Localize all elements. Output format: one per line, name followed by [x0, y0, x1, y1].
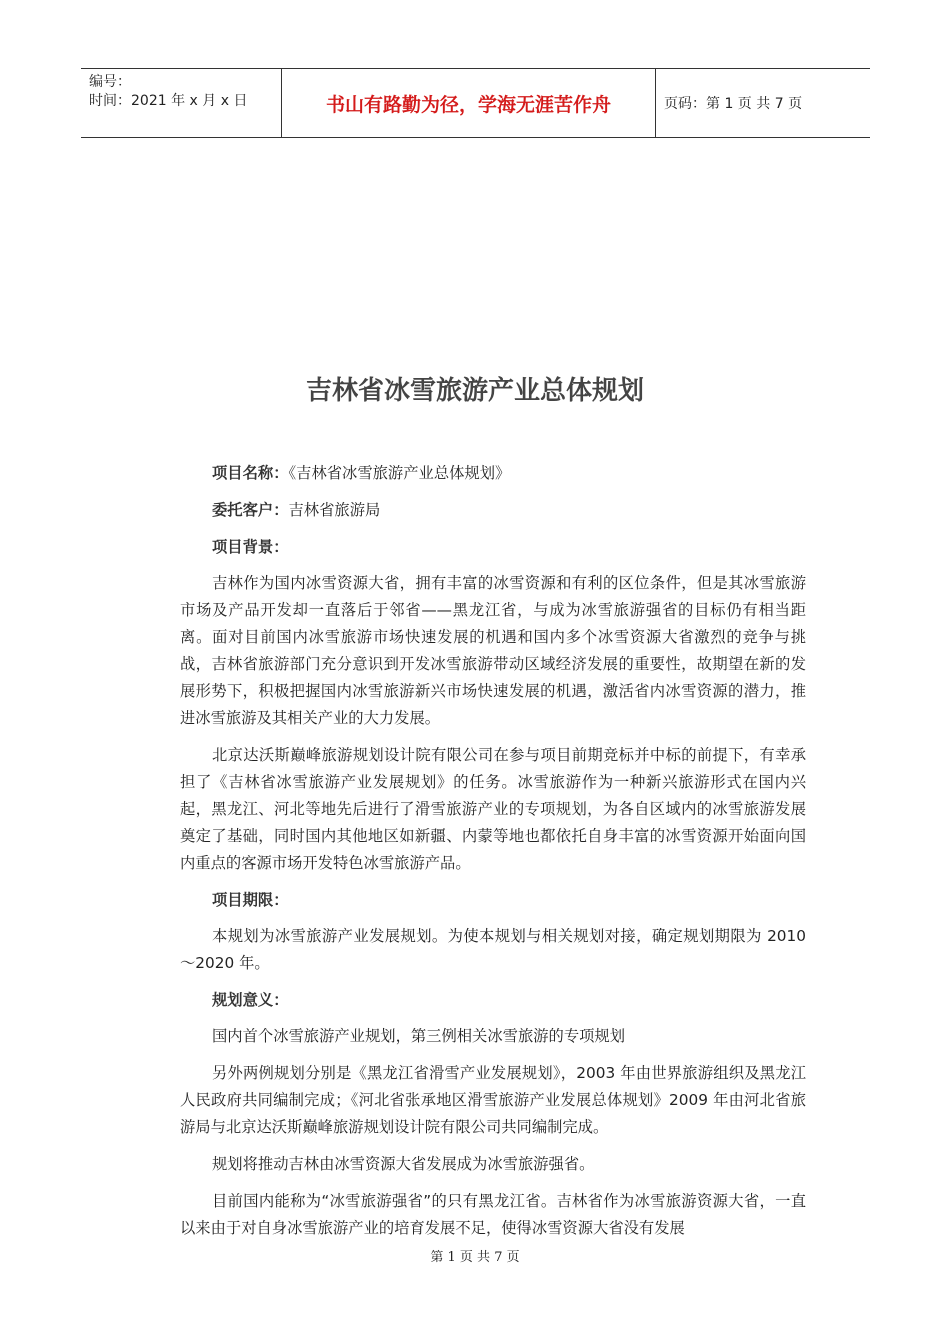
term-paragraph: 本规划为冰雪旅游产业发展规划。为使本规划与相关规划对接，确定规划期限为 2010～2020 年。	[180, 927, 806, 972]
header-motto: 书山有路勤为径，学海无涯苦作舟	[281, 69, 656, 137]
significance-paragraph-2: 另外两例规划分别是《黑龙江省滑雪产业发展规划》，2003 年由世界旅游组织及黑龙江人民政府共同编制完成；《河北省张承地区滑雪旅游产业发展总体规划》2009 年由河北省旅游局与北京达沃斯巅峰旅游规划设计院有限公司共同编制完成。	[180, 1064, 806, 1136]
header-meta	[81, 69, 281, 137]
document-body	[180, 460, 806, 1252]
page-header	[81, 68, 870, 138]
significance-paragraph-3: 规划将推动吉林由冰雪资源大省发展成为冰雪旅游强省。	[212, 1155, 595, 1173]
client-value: 吉林省旅游局	[288, 501, 381, 519]
client-field	[180, 497, 806, 524]
page-footer: 第 1 页 共 7 页	[430, 1250, 520, 1265]
significance-paragraph-4: 目前国内能称为“冰雪旅游强省”的只有黑龙江省。吉林省作为冰雪旅游资源大省，一直以来由于对自身冰雪旅游产业的培育发展不足，使得冰雪资源大省没有发展	[180, 1192, 806, 1237]
background-paragraph-1: 吉林作为国内冰雪资源大省，拥有丰富的冰雪资源和有利的区位条件，但是其冰雪旅游市场及产品开发却一直落后于邻省——黑龙江省，与成为冰雪旅游强省的目标仍有相当距离。面对目前国内冰雪旅游市场快速发展的机遇和国内多个冰雪资源大省激烈的竞争与挑战，吉林省旅游部门充分意识到开发冰雪旅游带动区域经济发展的重要性，故期望在新的发展形势下，积极把握国内冰雪旅游新兴市场快速发展的机遇，激活省内冰雪资源的潜力，推进冰雪旅游及其相关产业的大力发展。	[180, 574, 806, 727]
number-label: 编号：	[89, 74, 131, 90]
client-label: 委托客户：	[212, 501, 289, 519]
term-heading: 项目期限：	[212, 891, 289, 909]
background-paragraph-2: 北京达沃斯巅峰旅游规划设计院有限公司在参与项目前期竞标并中标的前提下，有幸承担了《吉林省冰雪旅游产业发展规划》的任务。冰雪旅游作为一种新兴旅游形式在国内兴起，黑龙江、河北等地先后进行了滑雪旅游产业的专项规划，为各自区域内的冰雪旅游发展奠定了基础，同时国内其他地区如新疆、内蒙等地也都依托自身丰富的冰雪资源开始面向国内重点的客源市场开发特色冰雪旅游产品。	[180, 746, 806, 872]
background-heading: 项目背景：	[212, 538, 289, 556]
project-name-label: 项目名称：	[212, 464, 289, 482]
document-title: 吉林省冰雪旅游产业总体规划	[305, 376, 644, 406]
project-name-field	[180, 460, 806, 487]
project-name-value: 《吉林省冰雪旅游产业总体规划》	[288, 464, 511, 482]
significance-heading: 规划意义：	[212, 991, 289, 1009]
header-page-info: 页码：第 1 页 共 7 页	[664, 96, 803, 112]
time-label: 时间：2021 年 x 月 x 日	[89, 93, 248, 109]
significance-paragraph-1: 国内首个冰雪旅游产业规划，第三例相关冰雪旅游的专项规划	[212, 1027, 626, 1045]
